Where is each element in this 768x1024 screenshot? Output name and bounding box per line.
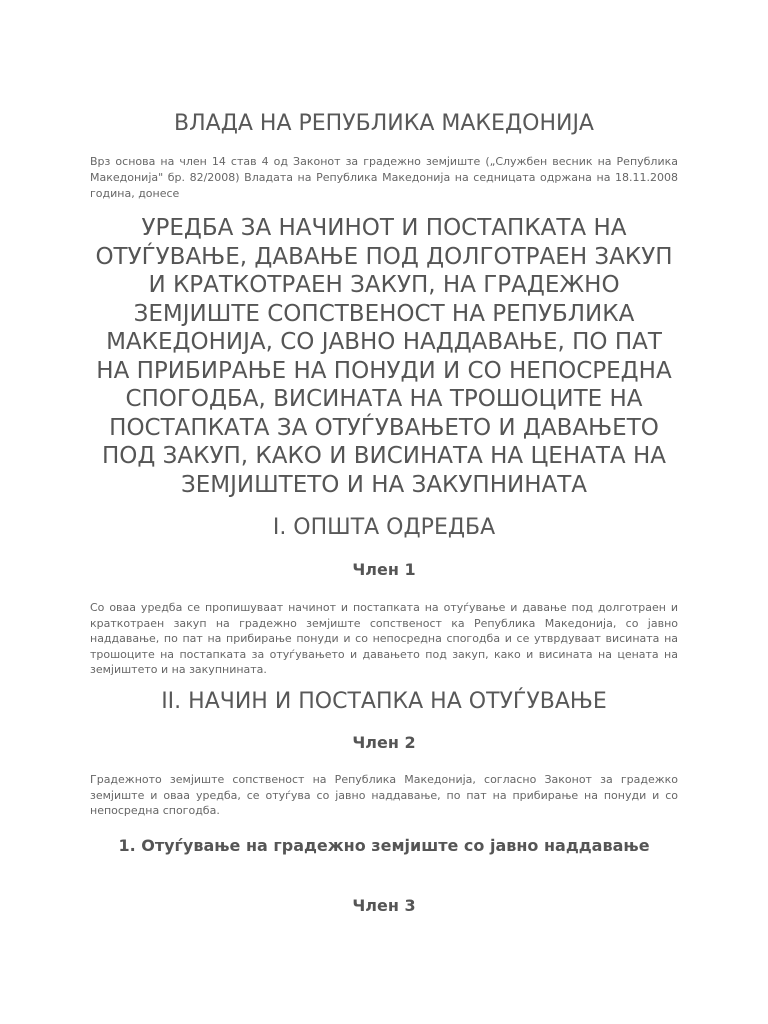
preamble-text: Врз основа на член 14 став 4 од Законот за градежно земјиште („Службен весник на Република Македонија" бр. 82/2008) Владата на Република Македонија на седницата одржана на 18.11.2008 година, донесе [90, 155, 678, 200]
section-heading-general: I. ОПШТА ОДРЕДБА [272, 515, 496, 540]
article-2-label: Член 2 [352, 733, 416, 752]
article-1-text: Со оваа уредба се пропишуваат начинот и постапката на отуѓување и давање под долготраен и краткотраен закуп на градежно земјиште сопственост ка Република Македонија, со јавно наддавање, по пат на прибирање понуди и со непосредна спогодба и се утврдуваат висината на трошоците на постапката за отуѓувањето и давањето под закуп, како и висината на цената на земјиштето и на закупнината. [90, 601, 678, 677]
article-1-label: Член 1 [352, 560, 416, 579]
article-2-text: Градежното земјиште сопственост на Република Македонија, согласно Законот за градежко земјиште и оваа уредба, се отуѓува со јавно наддавање, по пат на прибирање на понуди и со непосредна спогодба. [90, 773, 678, 818]
article-3-label: Член 3 [352, 896, 416, 915]
decree-title: УРЕДБА ЗА НАЧИНОТ И ПОСТАПКАТА НА ОТУЃУВАЊЕ, ДАВАЊЕ ПОД ДОЛГОТРАЕН ЗАКУП И КРАТКОТРАЕН ЗАКУП, НА ГРАДЕЖНО ЗЕМЈИШТЕ СОПСТВЕНОСТ НА РЕПУБЛИКА МАКЕДОНИЈА, СО ЈАВНО НАДДАВАЊЕ, ПО ПАТ НА ПРИБИРАЊЕ НА ПОНУДИ И СО НЕПОСРЕДНА СПОГОДБА, ВИСИНАТА НА ТРОШОЦИТЕ НА ПОСТАПКАТА ЗА ОТУЃУВАЊЕТО И ДАВАЊЕТО ПОД ЗАКУП, КАКО И ВИСИНАТА НА ЦЕНАТА НА ЗЕМЈИШТЕТО И НА ЗАКУПНИНАТА [95, 215, 673, 498]
government-title: ВЛАДА НА РЕПУБЛИКА МАКЕДОНИЈА [174, 111, 594, 136]
section-heading-alienation: II. НАЧИН И ПОСТАПКА НА ОТУЃУВАЊЕ [161, 689, 607, 714]
subsection-title-public-bidding: 1. Отуѓување на градежно земјиште со јавно наддавање [118, 836, 650, 855]
